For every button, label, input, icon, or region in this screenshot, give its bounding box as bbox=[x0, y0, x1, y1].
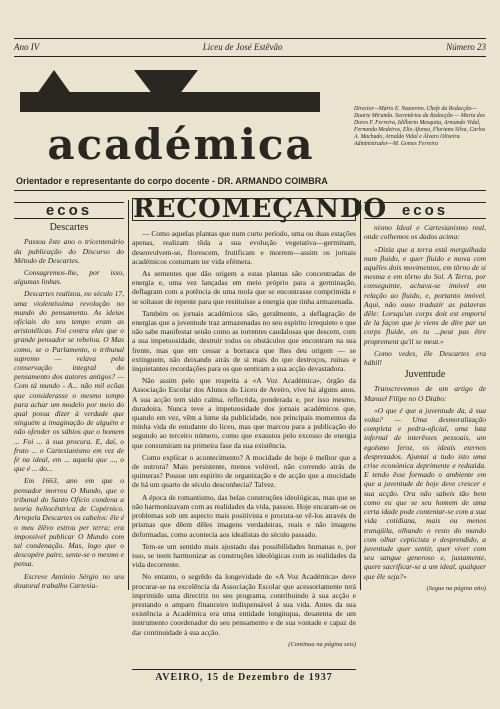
descartes-paragraph: Descartes realizou, no século 17, uma violentíssima revolução no mundo do pensamento. As ideias oficiais do seu tempo eram as aristotélicas. Foi contra elas que o grande pensador se rebelou. O Mas como, se o Parlamento, o tribunal supremo — velava pela conservação integral do pensamento dos autores antigos? —Com tá mundo - A... não mil ecôas que considerasse o mesmo tempo para achar um modelo por meio do qual possa dizer à verdade que ninguém a imaginação de alguém e não ofender os sábios que o homem ... Foi ... à sua procura. E, daí, o fruto ... o Cartesianismo em vez de fé na ideal, em ... aquela que ..., o que é ... do... bbox=[14, 289, 124, 474]
descartes-paragraph: Em 1663, ano em que o pensador morreu O Mundo, que o tribunal do Santo Ofício condena a teoria heliocêntrica de Copérnico. Arrepela Descartes os cabelos: êle é o meu êlêvo estrou per terra; era impossível publicar O Mundo com tal condenação. Mas, logo que o descopére paire, sente-se o mesmo e pensa. bbox=[14, 476, 124, 569]
masthead-title: académica bbox=[16, 124, 346, 166]
staff-box: Director—Mário E. Nazareno. Chefe da Redacção—Duarte Miranda. Secretários da Redacção — Maria dos Dores F. Ferreira, Idilberto Mesquita, Armando Vidal, Fernanda Medeiros, Elio Afonso, Floriano Silva, Carlos A. Machado, Arnaldo Vidal e Álvaro Oliveira. Administrador—M. Gomes Ferreira bbox=[354, 106, 486, 147]
editorial-paragraph: — Como aquelas plantas que num curto período, uma ou duas estações apenas, realizam tôda a sua evolução vegetativa—germinam, desenvolvem-se, florescem, frutificam e morrem—assim os jornais académicos costumam ter vida efémera. bbox=[132, 229, 356, 266]
left-section-heading: ecos bbox=[14, 202, 124, 219]
editorial-paragraph: Não assim pelo que respeita a «A Voz Académica», órgão da Associação Escolar dos Alunos do Liceu de Aveiro, vive há alguns anos. A sua acção tem sido calma, reflectida, ponderada e, por isso mesmo, duradoira. Nunca teve a impetuosidade dos jornais académicos que, quando em vez, vêm a lume da publicidade, nos principais momentos da minha vida de estudante do liceu, mas que marcou para a publicação do segundo ao terceiro número, como que exaustos pelo excesso de energia que consumiram na primeira fase da sua existência. bbox=[132, 376, 356, 450]
descartes-paragraph: Escreve António Sérgio no seu doutoral trabalho Cartesia- bbox=[14, 571, 124, 590]
descartes-paragraph: Consagremos-lhe, por isso, algumas linhas. bbox=[14, 268, 124, 287]
masthead-v-letterform bbox=[134, 70, 198, 112]
editorial-paragraph: Como explicar o acontecimento? A mocidade de hoje é melhor que a de outrora? Mais persistente, menos volúvel, não correndo atrás de quimeras? Possue um espírito de organização e de acção que a mocidade de há um quarto de século desconhecia? Talvez. bbox=[132, 452, 356, 490]
juventude-paragraph: «O que é que a juventude da, á sua volta? — Uma desmoralização completa e pedra-oficial, uma luta infernal de interêsses pessoais, um egoísmo feroz, os ideais eternos desprezados. Ajuntai a tudo isto uma crise económica deprimente e reduzida. E tendo êsse formado o ambiente em que a juventude de hoje deve crescer e sua acção. Ora não sabeis tão bem como eu que se seu homem de uma certa idade pode contentar-se com a sua vida cotidiana, mais ou menos tranqüila, olhando o resto do mundo com olhar cepticista e desprendido, a juventude quer sentir, quer viver com seu sangue generoso e, justamente, quere sacrificar-se a um ideal, qualquer que êle seja?» bbox=[364, 405, 486, 581]
descartes-paragraph: Passou êste ano o tricentenário da publicação do Discurso do Método de Descartes. bbox=[14, 237, 124, 265]
editorial-paragraph: As sementes que dão origem a estas plantas são concentradas de energia e, uma vez lançadas em meio próprio para a germinação, deflagram com a potência de uma mola que se encontrasse comprimida e se soltasse de repente para que restituísse a energia que tinha armazenada. bbox=[132, 269, 356, 306]
juventude-paragraph: Transcrevemos de um artigo de Manuel Filipe no O Diabo: bbox=[364, 384, 486, 403]
issue-bar bbox=[14, 40, 486, 54]
newspaper-page bbox=[14, 10, 490, 700]
issue-year: Ano IV bbox=[14, 42, 40, 52]
editorial-title: RECOMEÇANDO bbox=[133, 194, 388, 224]
editorial-paragraph: Também os jornais académicos são, geralmente, a deflagração de energias que a juventude traz armazenadas no seu espírito irrequieto e que não sabe manifestar senão como as torrentes caudalosas que descem, com a sua impetuosidade, destruir todos os obstáculos que encontram na sua frente, mas que em cessar a borrasca que lhes deu origem — se extinguem, não deixando atrás de si mais do que destroços, ruínas e inquietantes recordações para os que sentiram a sua acção devastadora. bbox=[132, 308, 356, 374]
ecos-paragraph: nismo Ideal e Cartesianismo real, onde colhemos os dados acima: bbox=[364, 223, 486, 242]
subtitle-rule bbox=[14, 190, 486, 191]
issue-bar-rule bbox=[14, 56, 486, 57]
column-divider bbox=[360, 200, 361, 590]
top-rule bbox=[14, 38, 486, 39]
left-column bbox=[14, 202, 124, 593]
editorial-continued-note: (Continua na página seis) bbox=[288, 640, 356, 648]
editorial-paragraph: A época de romantismo, das belas construções ideológicas, mas que se não harmonizavam com as realidades da vida, passou. Hoje encaram-se os problemas sob um aspecto mais positivista e procura-se vê-los através de prismas que dêem dêles imagens verdadeiras, reais e não imagens deformadas, como acontecia aos idealistas do século passado. bbox=[132, 492, 356, 539]
issue-number: Número 23 bbox=[446, 42, 486, 52]
masthead-subtitle: Orientador e representante do corpo docente - DR. ARMANDO COIMBRA bbox=[16, 176, 328, 186]
masthead bbox=[14, 58, 349, 169]
middle-column bbox=[132, 194, 388, 649]
juventude-title: Juventude bbox=[404, 369, 446, 381]
dateline: AVEIRO, 15 de Dezembro de 1937 bbox=[132, 669, 356, 683]
column-divider bbox=[128, 200, 129, 590]
juventude-continued-note: (Segue na página oito) bbox=[426, 584, 486, 592]
ecos-paragraph: Como vedes, êle Descartes era hábil! bbox=[364, 348, 486, 368]
right-column bbox=[364, 202, 486, 593]
descartes-title: Descartes bbox=[49, 222, 89, 234]
masthead-a-letterform bbox=[24, 70, 84, 112]
school-name: Liceu de José Estêvão bbox=[202, 42, 283, 52]
right-section-heading: ecos bbox=[364, 202, 486, 219]
editorial-paragraph: No entanto, o segrêdo da longevidade de «A Voz Académica» deve procurar-se na excelência da Associação Escolar que acessoriamente terá imprimido uma directriz no seu programa, contribuindo à sua acção e prestando o amparo financeiro indispensável à sua vida. Antes da sua existência a Académica era uma entidade longínqua, desatenta de um instrumento coordenador do seu pensamento e de sua vontade e capaz de dar continuidade à sua acção. bbox=[132, 572, 356, 637]
ecos-paragraph: «Dizia que a terra está mergulhada num fluido, e quer fluido e mova com aquêles dois movimentos, em tôrno de si mesma e em tôrno do Sol. A Terra, por conseguinte, achava-se imóvel em relação ao fluido, e, portanto imóvel. Aqui, não ouso traduzir as palavras dêle: Lorsqu'un corps doit est emporté de la façon que je viens de dire par un corps fluide, en tu ...peut pas être proprement qu'il se meut.» bbox=[364, 244, 486, 346]
editorial-paragraph: Tem-se um sentido mais ajustado das possibilidades humanas e, por isso, se teem harmonizar as construções ideológicas com as realidades da vida decorrente. bbox=[132, 541, 356, 570]
